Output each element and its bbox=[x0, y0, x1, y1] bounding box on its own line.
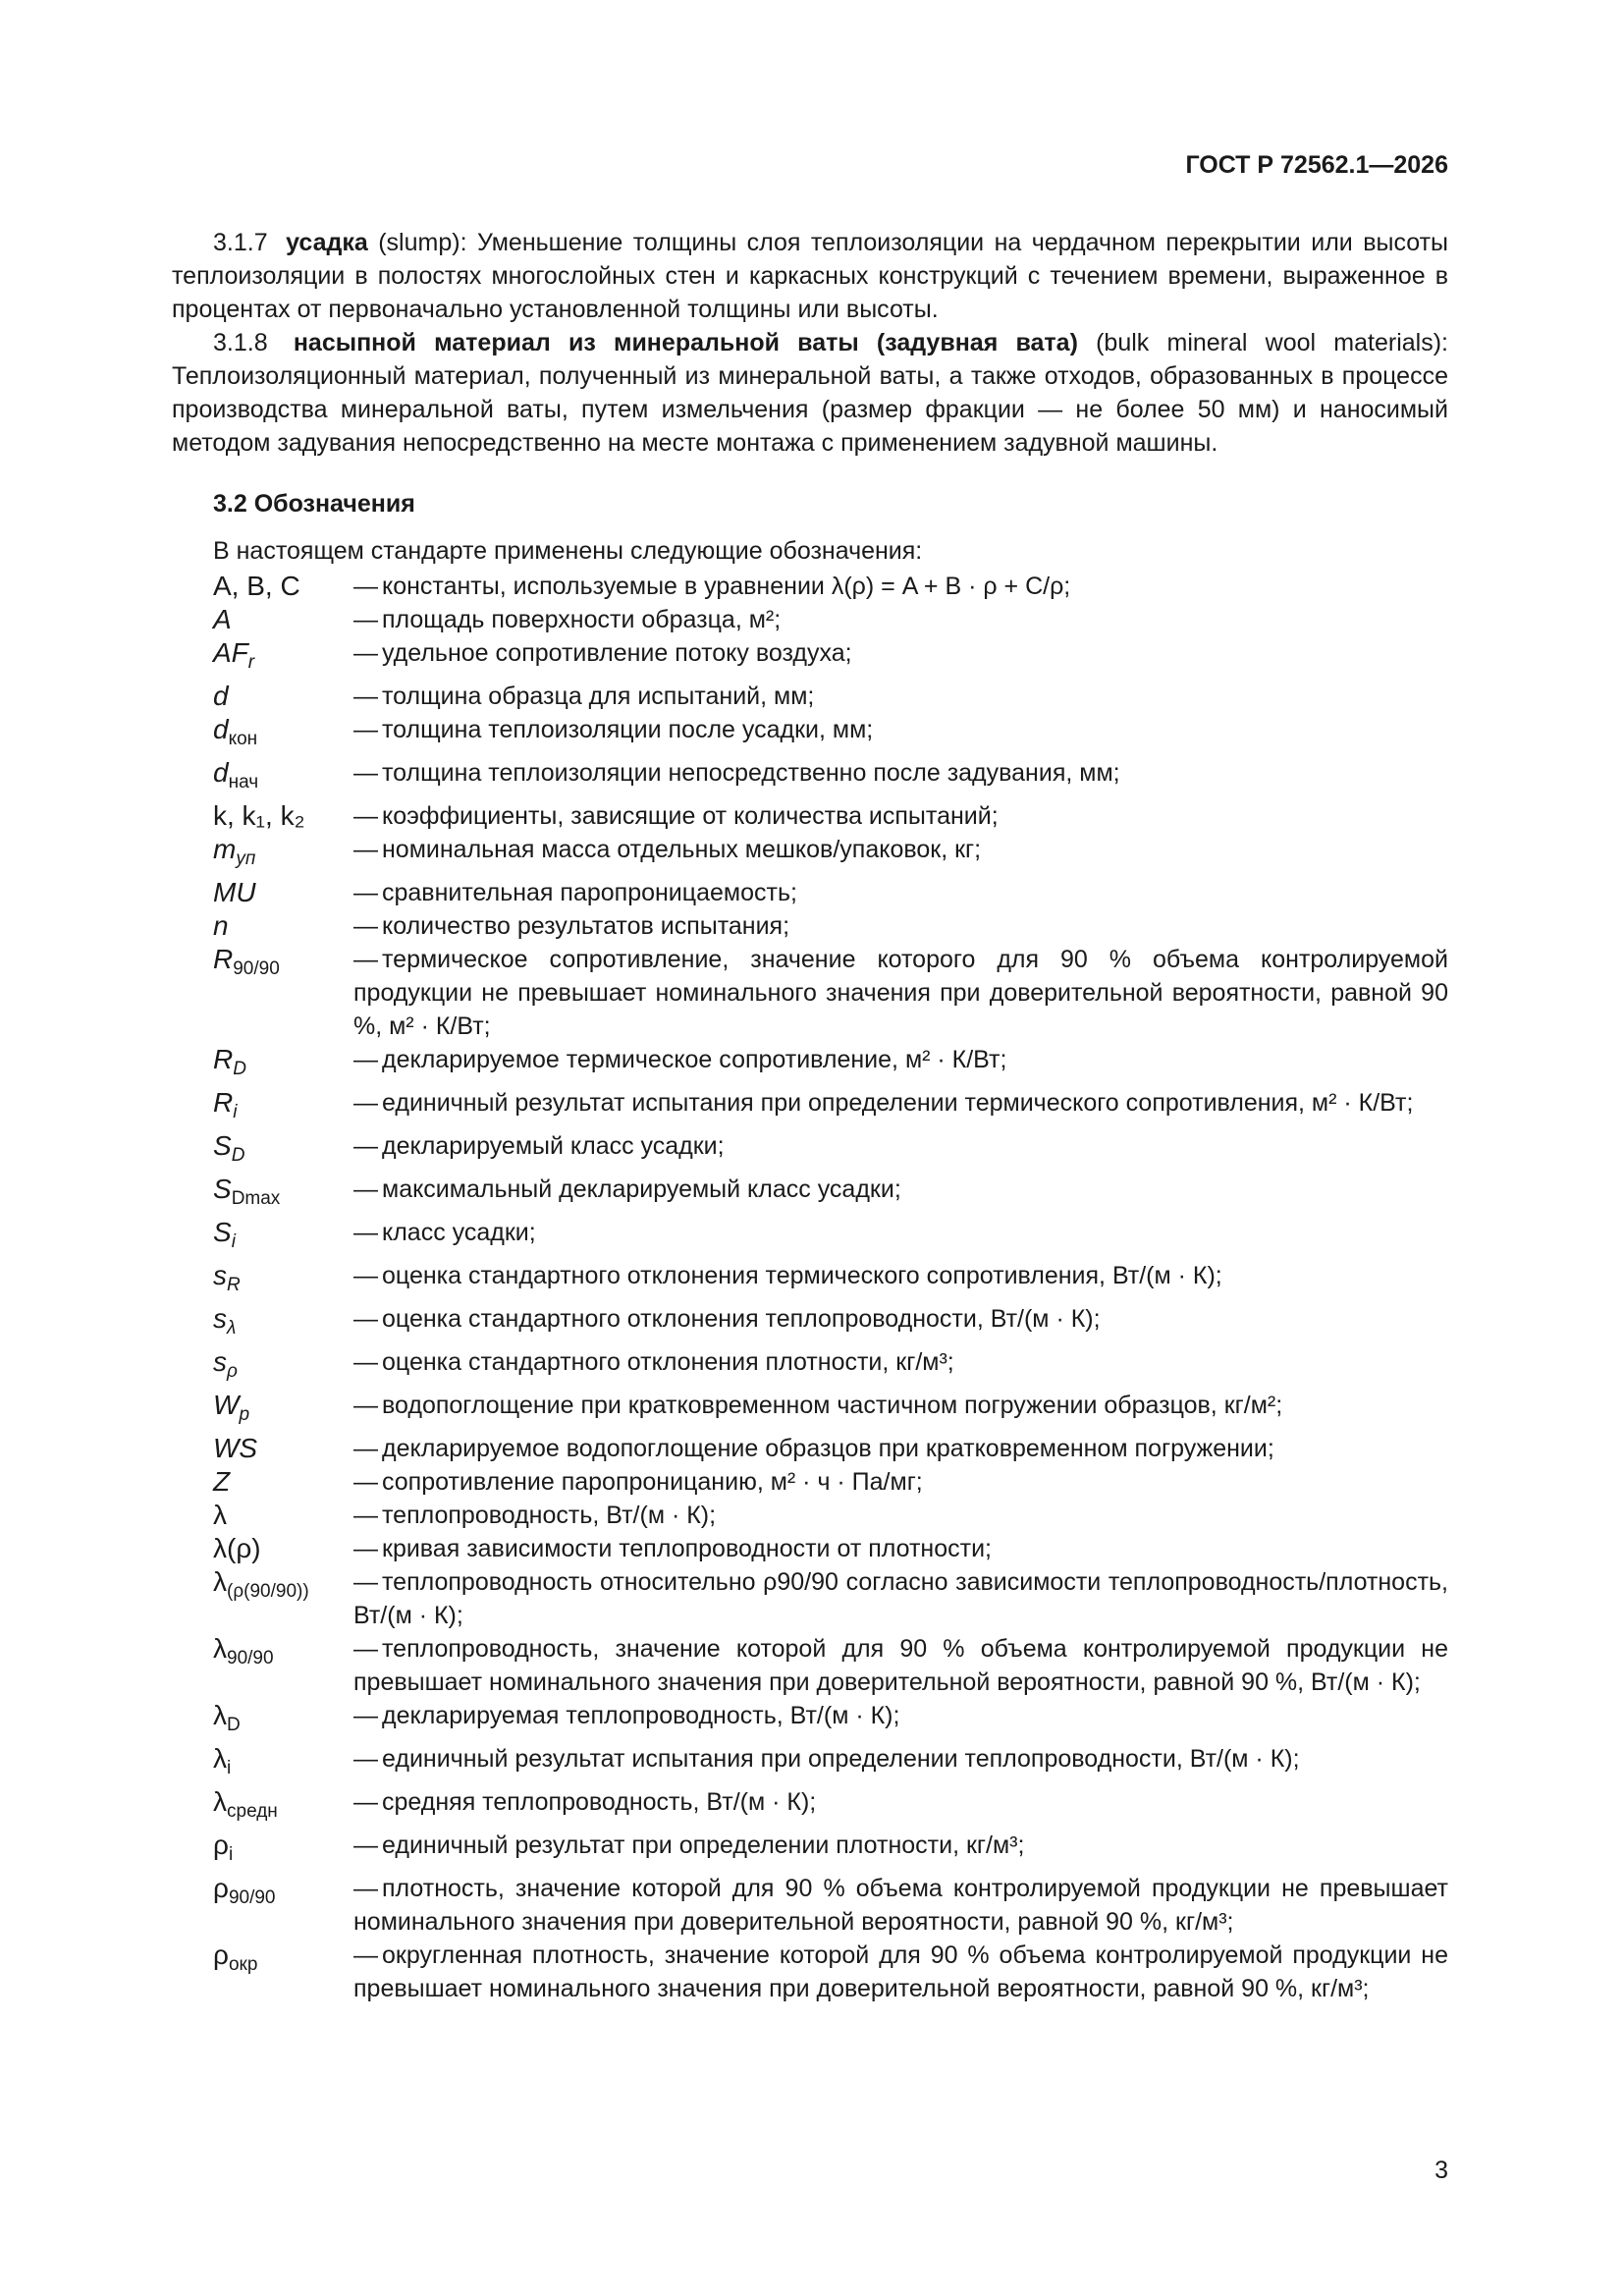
symbol-row bbox=[213, 1345, 1448, 1389]
page-number: 3 bbox=[1434, 2157, 1448, 2184]
symbol-row bbox=[213, 680, 1448, 713]
symbol-description bbox=[353, 1939, 1448, 2005]
symbol-subscript: 90/90 bbox=[227, 1648, 274, 1668]
symbol bbox=[213, 1465, 353, 1499]
symbol-subscript: окр bbox=[228, 1954, 258, 1975]
description-text: максимальный декларируемый класс усадки; bbox=[382, 1175, 901, 1203]
symbol-base: Z bbox=[213, 1466, 231, 1497]
symbol-base: WS bbox=[213, 1433, 258, 1463]
symbol-base: R bbox=[213, 1044, 234, 1074]
symbol-description bbox=[353, 1129, 1448, 1163]
symbol bbox=[213, 1532, 353, 1565]
symbol-base: λ bbox=[213, 1700, 227, 1730]
symbol-row bbox=[213, 1939, 1448, 2005]
symbol-base: m bbox=[213, 834, 237, 864]
symbol-base: MU bbox=[213, 877, 256, 907]
symbol-row bbox=[213, 1872, 1448, 1939]
dash: — bbox=[353, 1745, 378, 1773]
symbol-base: n bbox=[213, 910, 229, 941]
symbol-row bbox=[213, 713, 1448, 756]
symbol-subscript: кон bbox=[228, 729, 258, 749]
dash: — bbox=[353, 606, 378, 633]
symbol-row bbox=[213, 1742, 1448, 1785]
dash: — bbox=[353, 946, 378, 973]
symbol bbox=[213, 799, 353, 833]
symbol-base: s bbox=[213, 1346, 227, 1377]
symbol-subscript: (ρ(90/90)) bbox=[227, 1581, 309, 1602]
symbol-description bbox=[353, 680, 1448, 713]
symbol-row bbox=[213, 943, 1448, 1043]
symbol-base: λ(ρ) bbox=[213, 1533, 261, 1563]
symbol-subscript: ρ bbox=[227, 1361, 238, 1382]
symbol-base: λ bbox=[213, 1633, 227, 1664]
symbol-base: A, B, C bbox=[213, 571, 300, 601]
description-text: толщина теплоизоляции непосредственно после задувания, мм; bbox=[382, 759, 1120, 787]
symbol-subscript: p bbox=[239, 1404, 250, 1425]
symbol-description bbox=[353, 570, 1448, 603]
symbol-description bbox=[353, 1699, 1448, 1732]
symbol bbox=[213, 1086, 353, 1129]
symbol-description bbox=[353, 1259, 1448, 1292]
dash: — bbox=[353, 1502, 378, 1529]
symbol bbox=[213, 1939, 353, 1982]
symbol-row bbox=[213, 833, 1448, 876]
symbol-row bbox=[213, 1086, 1448, 1129]
symbol-subscript: средн bbox=[227, 1801, 278, 1822]
symbol-subscript: i bbox=[228, 1844, 234, 1865]
symbol-subscript: нач bbox=[228, 772, 259, 793]
dash: — bbox=[353, 1941, 378, 1969]
definition-text: (slump): Уменьшение толщины слоя теплоизоляции на чердачном перекрытии или высоты теплоизоляции в полостях многослойных стен и каркасных конструкций с течением времени, выраженное в процентах от первоначально установленной толщины или высоты. bbox=[172, 229, 1449, 323]
symbol-base: k, k₁, k₂ bbox=[213, 800, 305, 831]
symbol-subscript: D bbox=[231, 1145, 245, 1166]
description-text: единичный результат при определении плотности, кг/м³; bbox=[382, 1831, 1025, 1859]
symbol-description bbox=[353, 1302, 1448, 1336]
symbol-description bbox=[353, 1345, 1448, 1379]
symbol bbox=[213, 943, 353, 986]
symbol-row bbox=[213, 1302, 1448, 1345]
symbol-description bbox=[353, 909, 1448, 943]
description-text: теплопроводность, Вт/(м · К); bbox=[382, 1502, 717, 1529]
dash: — bbox=[353, 1046, 378, 1073]
symbol-base: S bbox=[213, 1217, 232, 1247]
symbol-base: ρ bbox=[213, 1830, 229, 1860]
definition-3-1-7 bbox=[172, 226, 1448, 326]
symbol-subscript: уп bbox=[236, 848, 256, 869]
symbol-row bbox=[213, 1043, 1448, 1086]
symbol-base: S bbox=[213, 1130, 232, 1161]
symbol bbox=[213, 1129, 353, 1173]
symbol-description bbox=[353, 833, 1448, 866]
dash: — bbox=[353, 1535, 378, 1562]
symbol-base: A bbox=[213, 604, 232, 634]
symbol-base: λ bbox=[213, 1786, 227, 1817]
symbol-row bbox=[213, 1465, 1448, 1499]
symbol-row bbox=[213, 1259, 1448, 1302]
definition-3-1-8 bbox=[172, 326, 1448, 460]
symbol-subscript: R bbox=[227, 1275, 241, 1295]
dash: — bbox=[353, 912, 378, 940]
symbol-subscript: λ bbox=[227, 1318, 237, 1339]
dash: — bbox=[353, 1702, 378, 1729]
description-text: декларируемое водопоглощение образцов при кратковременном погружении; bbox=[382, 1435, 1274, 1462]
symbol-description bbox=[353, 1086, 1448, 1120]
dash: — bbox=[353, 1219, 378, 1246]
description-text: толщина образца для испытаний, мм; bbox=[382, 683, 815, 710]
dash: — bbox=[353, 1635, 378, 1663]
description-text: номинальная масса отдельных мешков/упаковок, кг; bbox=[382, 836, 982, 863]
symbol-description bbox=[353, 1532, 1448, 1565]
symbol-description bbox=[353, 1043, 1448, 1076]
clause-number: 3.1.8 bbox=[213, 329, 268, 356]
clause-number: 3.1.7 bbox=[213, 229, 268, 256]
description-text: константы, используемые в уравнении λ(ρ) = A + B · ρ + C/ρ; bbox=[382, 573, 1071, 600]
description-text: единичный результат испытания при определении теплопроводности, Вт/(м · К); bbox=[382, 1745, 1300, 1773]
document-header: ГОСТ Р 72562.1—2026 bbox=[1185, 151, 1448, 179]
dash: — bbox=[353, 1468, 378, 1496]
symbol-row bbox=[213, 1216, 1448, 1259]
dash: — bbox=[353, 1831, 378, 1859]
symbol bbox=[213, 1872, 353, 1915]
symbol-row bbox=[213, 1565, 1448, 1632]
symbol-description bbox=[353, 1565, 1448, 1632]
dash: — bbox=[353, 1392, 378, 1419]
symbol-description bbox=[353, 603, 1448, 636]
symbol-row bbox=[213, 1129, 1448, 1173]
symbol bbox=[213, 1565, 353, 1609]
symbol-description bbox=[353, 1389, 1448, 1422]
symbol-description bbox=[353, 876, 1448, 909]
symbol-subscript: D bbox=[227, 1715, 241, 1735]
symbol bbox=[213, 636, 353, 680]
symbol bbox=[213, 570, 353, 603]
symbol-row bbox=[213, 570, 1448, 603]
description-text: количество результатов испытания; bbox=[382, 912, 790, 940]
symbol bbox=[213, 1216, 353, 1259]
term: насыпной материал из минеральной ваты (задувная вата) bbox=[293, 329, 1078, 356]
symbol-row bbox=[213, 1699, 1448, 1742]
symbol-base: d bbox=[213, 714, 229, 744]
symbol-subscript: 90/90 bbox=[228, 1887, 276, 1908]
symbol-row bbox=[213, 1785, 1448, 1829]
dash: — bbox=[353, 639, 378, 667]
symbol-base: ρ bbox=[213, 1873, 229, 1903]
symbol-base: ρ bbox=[213, 1940, 229, 1970]
symbol-row bbox=[213, 603, 1448, 636]
symbol-row bbox=[213, 756, 1448, 799]
dash: — bbox=[353, 1875, 378, 1902]
symbol-row bbox=[213, 1499, 1448, 1532]
dash: — bbox=[353, 1348, 378, 1376]
symbol bbox=[213, 1785, 353, 1829]
symbol-base: AF bbox=[213, 637, 248, 668]
description-text: толщина теплоизоляции после усадки, мм; bbox=[382, 716, 874, 743]
symbol-row bbox=[213, 1829, 1448, 1872]
dash: — bbox=[353, 1089, 378, 1117]
symbol-subscript: i bbox=[233, 1102, 238, 1122]
description-text: коэффициенты, зависящие от количества испытаний; bbox=[382, 802, 999, 830]
symbol-base: s bbox=[213, 1260, 227, 1290]
symbol-description bbox=[353, 1173, 1448, 1206]
symbol bbox=[213, 1499, 353, 1532]
symbol-base: d bbox=[213, 757, 229, 788]
symbol bbox=[213, 909, 353, 943]
symbol-subscript: r bbox=[247, 652, 255, 673]
symbol-subscript: Dmax bbox=[231, 1188, 281, 1209]
symbol bbox=[213, 680, 353, 713]
symbol-base: λ bbox=[213, 1500, 227, 1530]
symbol bbox=[213, 1632, 353, 1675]
section-title: 3.2 Обозначения bbox=[213, 490, 415, 518]
symbol bbox=[213, 1302, 353, 1345]
symbol-description bbox=[353, 713, 1448, 746]
definition-text: (bulk mineral wool materials): Теплоизоляционный материал, полученный из минеральной ваты, а также отходов, образованных в процессе производства минеральной ваты, путем измельчения (размер фракции — не более 50 мм) и наносимый методом задувания непосредственно на месте монтажа с применением задувной машины. bbox=[172, 329, 1448, 457]
symbol-description bbox=[353, 1785, 1448, 1819]
dash: — bbox=[353, 759, 378, 787]
dash: — bbox=[353, 879, 378, 906]
symbol-description bbox=[353, 799, 1448, 833]
dash: — bbox=[353, 1175, 378, 1203]
description-text: площадь поверхности образца, м²; bbox=[382, 606, 782, 633]
symbol bbox=[213, 1043, 353, 1086]
symbol bbox=[213, 1173, 353, 1216]
symbol-subscript: D bbox=[233, 1059, 246, 1079]
symbol-row bbox=[213, 636, 1448, 680]
symbol-description bbox=[353, 1432, 1448, 1465]
description-text: сравнительная паропроницаемость; bbox=[382, 879, 797, 906]
description-text: водопоглощение при кратковременном частичном погружении образцов, кг/м²; bbox=[382, 1392, 1283, 1419]
symbol-row bbox=[213, 799, 1448, 833]
symbol-subscript: i bbox=[227, 1758, 232, 1778]
symbol-list bbox=[172, 570, 1448, 2005]
description-text: класс усадки; bbox=[382, 1219, 536, 1246]
symbol-row bbox=[213, 1432, 1448, 1465]
description-text: оценка стандартного отклонения плотности, кг/м³; bbox=[382, 1348, 954, 1376]
symbol-row bbox=[213, 876, 1448, 909]
dash: — bbox=[353, 716, 378, 743]
symbol bbox=[213, 713, 353, 756]
description-text: средняя теплопроводность, Вт/(м · К); bbox=[382, 1788, 817, 1816]
dash: — bbox=[353, 573, 378, 600]
symbol-subscript: 90/90 bbox=[233, 958, 280, 979]
symbol-description bbox=[353, 1216, 1448, 1249]
symbol-row bbox=[213, 1389, 1448, 1432]
dash: — bbox=[353, 1132, 378, 1160]
description-text: декларируемая теплопроводность, Вт/(м · К); bbox=[382, 1702, 900, 1729]
symbol bbox=[213, 1699, 353, 1742]
symbol-row bbox=[213, 1632, 1448, 1699]
symbol-base: λ bbox=[213, 1566, 227, 1597]
symbol-base: W bbox=[213, 1390, 240, 1420]
description-text: термическое сопротивление, значение которого для 90 % объема контролируемой продукции не превышает номинального значения при доверительной вероятности, равной 90 %, м² · К/Вт; bbox=[353, 946, 1448, 1040]
symbol-base: λ bbox=[213, 1743, 227, 1774]
dash: — bbox=[353, 683, 378, 710]
description-text: удельное сопротивление потоку воздуха; bbox=[382, 639, 852, 667]
description-text: плотность, значение которой для 90 % объема контролируемой продукции не превышает номинального значения при доверительной вероятности, равной 90 %, кг/м³; bbox=[353, 1875, 1448, 1936]
symbol-subscript: i bbox=[231, 1231, 236, 1252]
dash: — bbox=[353, 1305, 378, 1333]
symbol bbox=[213, 1389, 353, 1432]
section-intro: В настоящем стандарте применены следующие обозначения: bbox=[213, 537, 923, 565]
symbol-description bbox=[353, 756, 1448, 790]
symbol-row bbox=[213, 909, 1448, 943]
symbol bbox=[213, 1432, 353, 1465]
symbol bbox=[213, 1829, 353, 1872]
dash: — bbox=[353, 836, 378, 863]
symbol-base: S bbox=[213, 1174, 232, 1204]
symbol-base: R bbox=[213, 1087, 234, 1118]
symbol bbox=[213, 876, 353, 909]
symbol-base: d bbox=[213, 681, 229, 711]
symbol-description bbox=[353, 1632, 1448, 1699]
dash: — bbox=[353, 802, 378, 830]
term: усадка bbox=[286, 229, 368, 256]
description-text: теплопроводность относительно ρ90/90 согласно зависимости теплопроводность/плотность, Вт/(м · К); bbox=[353, 1568, 1448, 1629]
description-text: декларируемый класс усадки; bbox=[382, 1132, 725, 1160]
description-text: единичный результат испытания при определении термического сопротивления, м² · К/Вт; bbox=[382, 1089, 1414, 1117]
symbol bbox=[213, 756, 353, 799]
symbol-row bbox=[213, 1173, 1448, 1216]
symbol-description bbox=[353, 1499, 1448, 1532]
symbol-description bbox=[353, 1872, 1448, 1939]
symbol-description bbox=[353, 636, 1448, 670]
symbol-row bbox=[213, 1532, 1448, 1565]
symbol-description bbox=[353, 943, 1448, 1043]
document-body bbox=[172, 226, 1448, 2005]
dash: — bbox=[353, 1435, 378, 1462]
symbol bbox=[213, 833, 353, 876]
symbol bbox=[213, 1345, 353, 1389]
dash: — bbox=[353, 1788, 378, 1816]
symbol-base: s bbox=[213, 1303, 227, 1334]
symbol-description bbox=[353, 1829, 1448, 1862]
symbol-description bbox=[353, 1742, 1448, 1776]
description-text: кривая зависимости теплопроводности от плотности; bbox=[382, 1535, 992, 1562]
dash: — bbox=[353, 1262, 378, 1289]
description-text: оценка стандартного отклонения термического сопротивления, Вт/(м · К); bbox=[382, 1262, 1222, 1289]
description-text: сопротивление паропроницанию, м² · ч · Па/мг; bbox=[382, 1468, 923, 1496]
description-text: теплопроводность, значение которой для 90 % объема контролируемой продукции не превышает номинального значения при доверительной вероятности, равной 90 %, Вт/(м · К); bbox=[353, 1635, 1448, 1696]
symbol bbox=[213, 603, 353, 636]
symbol-base: R bbox=[213, 944, 234, 974]
description-text: декларируемое термическое сопротивление, м² · К/Вт; bbox=[382, 1046, 1007, 1073]
symbol-description bbox=[353, 1465, 1448, 1499]
dash: — bbox=[353, 1568, 378, 1596]
symbol bbox=[213, 1742, 353, 1785]
description-text: оценка стандартного отклонения теплопроводности, Вт/(м · К); bbox=[382, 1305, 1101, 1333]
symbol bbox=[213, 1259, 353, 1302]
description-text: округленная плотность, значение которой для 90 % объема контролируемой продукции не превышает номинального значения при доверительной вероятности, равной 90 %, кг/м³; bbox=[353, 1941, 1448, 2002]
